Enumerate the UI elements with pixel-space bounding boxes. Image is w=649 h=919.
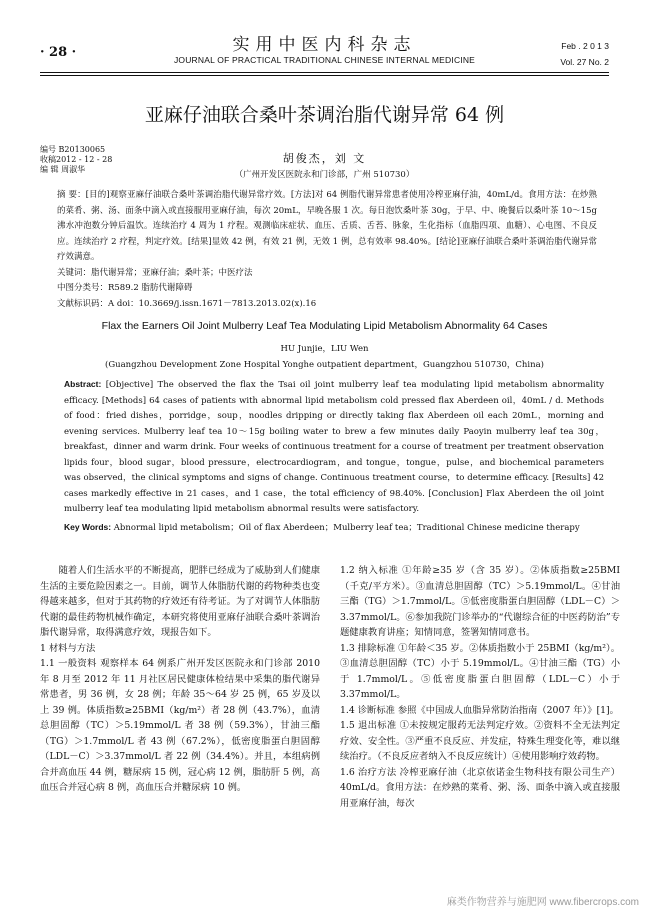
meta-line: 编 辑 周淑华	[40, 165, 86, 174]
body-paragraph: 1.2 纳入标准 ①年龄≥35 岁（含 35 岁）。②体质指数≥25BMI（千克/平方米）。③血清总胆固醇（TC）＞5.19mmol/L。④甘油三酯（TG）＞1.7mmol/L。⑤低密度脂蛋白胆固醇（LDL－C）＞3.37mmol/L。⑥参加我院门诊举办的“代谢综合征的中医药防治”专题健康教育讲座；知情同意，签署知情同意书。	[340, 565, 620, 638]
body-column-right	[340, 563, 620, 811]
abstract-en-text: [Objective] The observed the flax the Tsai oil joint mulberry leaf tea modulating lipid metabolism abnormality efficacy. [Methods] 64 cases of patients with abnormal lipid metabolism cold pressed flax Aberdeen oil，40mL / d. Methods of food：fried dishes，porridge，soup，noodles dripping or directly taking flax Aberdeen oil each 20mL，morning and evening services. Mulberry leaf tea 10～15g boiling water to brew a few minutes daily Paoyin mulberry leaf tea 30g，breakfast，dinner and warm drink. Four weeks of continuous treatment for a course of treatment per treatment observation lipids four，blood sugar，blood pressure，electrocardiogram，and tongue，tongue，pulse，and biochemical parameters was observed，the clinical symptoms and signs of change. Continuous treatment course，to determine efficacy. [Results] 42 cases markedly effective in 21 cases，and 1 case，the total efficiency of 98.40%. [Conclusion] Flax Aberdeen the oil joint mulberry leaf tea modulating lipid metabolism abnormal results were satisfactory.	[64, 380, 605, 514]
abstract-en	[64, 377, 604, 536]
keywords-cn: 关键词：脂代谢异常；亚麻仔油；桑叶茶；中医疗法	[57, 267, 253, 278]
page-number: · 28 ·	[40, 45, 77, 60]
body-paragraph: 1.1 一般资料 观察样本 64 例系广州开发区医院永和门诊部 2010 年 8 月至 2012 年 11 月社区居民健康体检结果中采集的脂代谢异常患者，男 36 例，女 28 例；年龄 35～64 岁 25 例，65 岁及以上 39 例。体质指数≥25BMI（kg/m²）者 28 例（43.7%），血清总胆固醇（TC）＞5.19mmol/L 者 38 例（59.3%），甘油三酯（TG）＞1.7mmol/L 者 43 例（67.2%），低密度脂蛋白胆固醇（LDL－C）＞3.37mmol/L 者 22 例（34.4%）。并且，本组病例合并高血压 44 例，糖尿病 15 例，冠心病 12 例，脂肪肝 5 例，高血压合并冠心病 8 例，高血压合并糖尿病 10 例。	[40, 658, 320, 793]
body-column-left	[40, 563, 320, 796]
journal-title-cn: 实用中医内科杂志	[232, 35, 417, 55]
header-rule	[40, 72, 609, 73]
body-paragraph: 随着人们生活水平的不断提高，肥胖已经成为了威胁到人们健康生活的主要危险因素之一。目前，调节人体脂肪代谢的药物种类也变得越来越多，但对于其药物的疗效还有待考证。为了对调节人体脂肪代谢的最佳药物机械作确定，本研究将使用亚麻仔油联合桑叶茶调治脂代谢异常，取得满意疗效，现报告如下。	[40, 565, 320, 638]
meta-line: 收稿2012 - 12 - 28	[40, 155, 113, 164]
authors-en: HU Junjie，LIU Wen	[280, 344, 369, 354]
issue-date: Feb . 2 0 1 3	[561, 41, 609, 51]
abstract-cn	[57, 188, 597, 312]
article-title-cn: 亚麻仔油联合桑叶茶调治脂代谢异常 64 例	[144, 104, 505, 126]
header-rule-thin	[40, 75, 609, 76]
body-paragraph: 1.3 排除标准 ①年龄＜35 岁。②体质指数小于 25BMI（kg/m²）。③血清总胆固醇（TC）小于 5.19mmol/L。④甘油三酯（TG）小于 1.7mmol/L。⑤低密度脂蛋白胆固醇（LDL－C）小于 3.37mmol/L。	[340, 642, 620, 700]
affiliation-cn: （广州开发区医院永和门诊部，广州 510730）	[234, 170, 415, 180]
affiliation-en: (Guangzhou Development Zone Hospital Yonghe outpatient department，Guangzhou 510730，China)	[105, 360, 544, 370]
body-paragraph: 1.5 退出标准 ①未按规定服药无法判定疗效。②资料不全无法判定疗效、安全性。③严重不良反应、并发症，特殊生理变化等，难以继续治疗。（不良反应者纳入不良反应统计）④使用影响疗效药物。	[340, 720, 620, 762]
abstract-cn-text: 摘 要：[目的]观察亚麻仔油联合桑叶茶调治脂代谢异常疗效。[方法]对 64 例脂代谢异常患者使用冷榨亚麻仔油，40mL/d。食用方法：在炒熟的菜肴、粥、汤、面条中滴入或直接服用亚麻仔油，每次 20mL，早晚各服 1 次。每日泡饮桑叶茶 30g，于早、中、晚餐后以桑叶茶 10～15g 沸水冲泡数分钟后温饮。连续治疗 4 周为 1 疗程。观测临床症状、血压、舌质、舌苔、脉象，生化指标（血脂四项、血糖）、心电图、不良反应。连续治疗 2 疗程，判定疗效。[结果]显效 42 例，有效 21 例，无效 1 例，总有效率 98.40%。[结论]亚麻仔油联合桑叶茶调治脂代谢异常疗效满意。	[57, 190, 597, 262]
journal-title-en: JOURNAL OF PRACTICAL TRADITIONAL CHINESE INTERNAL MEDICINE	[173, 55, 476, 65]
issue-info	[560, 38, 609, 70]
classification-number: 中图分类号：R589.2 脂肪代谢障碍	[57, 283, 193, 293]
section-heading: 1 材料与方法	[40, 642, 96, 654]
doi-line: 文献标识码：A doi：10.3669/j.issn.1671－7813.2013.02(x).16	[57, 298, 317, 309]
article-title-en: Flax the Earners Oil Joint Mulberry Leaf Tea Modulating Lipid Metabolism Abnormality 64 Cases	[101, 320, 548, 332]
meta-line: 编号 B20130065	[40, 145, 106, 154]
issue-volume: Vol. 27 No. 2	[560, 57, 609, 67]
keywords-en-text: Abnormal lipid metabolism；Oil of flax Aberdeen；Mulberry leaf tea；Traditional Chinese medicine therapy	[113, 522, 580, 533]
keywords-en-label: Key Words:	[64, 521, 112, 532]
authors-cn: 胡俊杰，刘 文	[282, 152, 367, 165]
body-paragraph: 1.4 诊断标准 参照《中国成人血脂异常防治指南（2007 年）》[1]。	[340, 704, 619, 716]
abstract-en-label: Abstract:	[64, 379, 102, 389]
body-paragraph: 1.6 治疗方法 冷榨亚麻仔油（北京依诺金生物科技有限公司生产）40mL/d。食用方法：在炒熟的菜肴、粥、汤、面条中滴入或直接服用亚麻仔油，每次	[340, 766, 620, 809]
watermark: 麻类作物营养与施肥网 www.fibercrops.com	[446, 897, 639, 908]
